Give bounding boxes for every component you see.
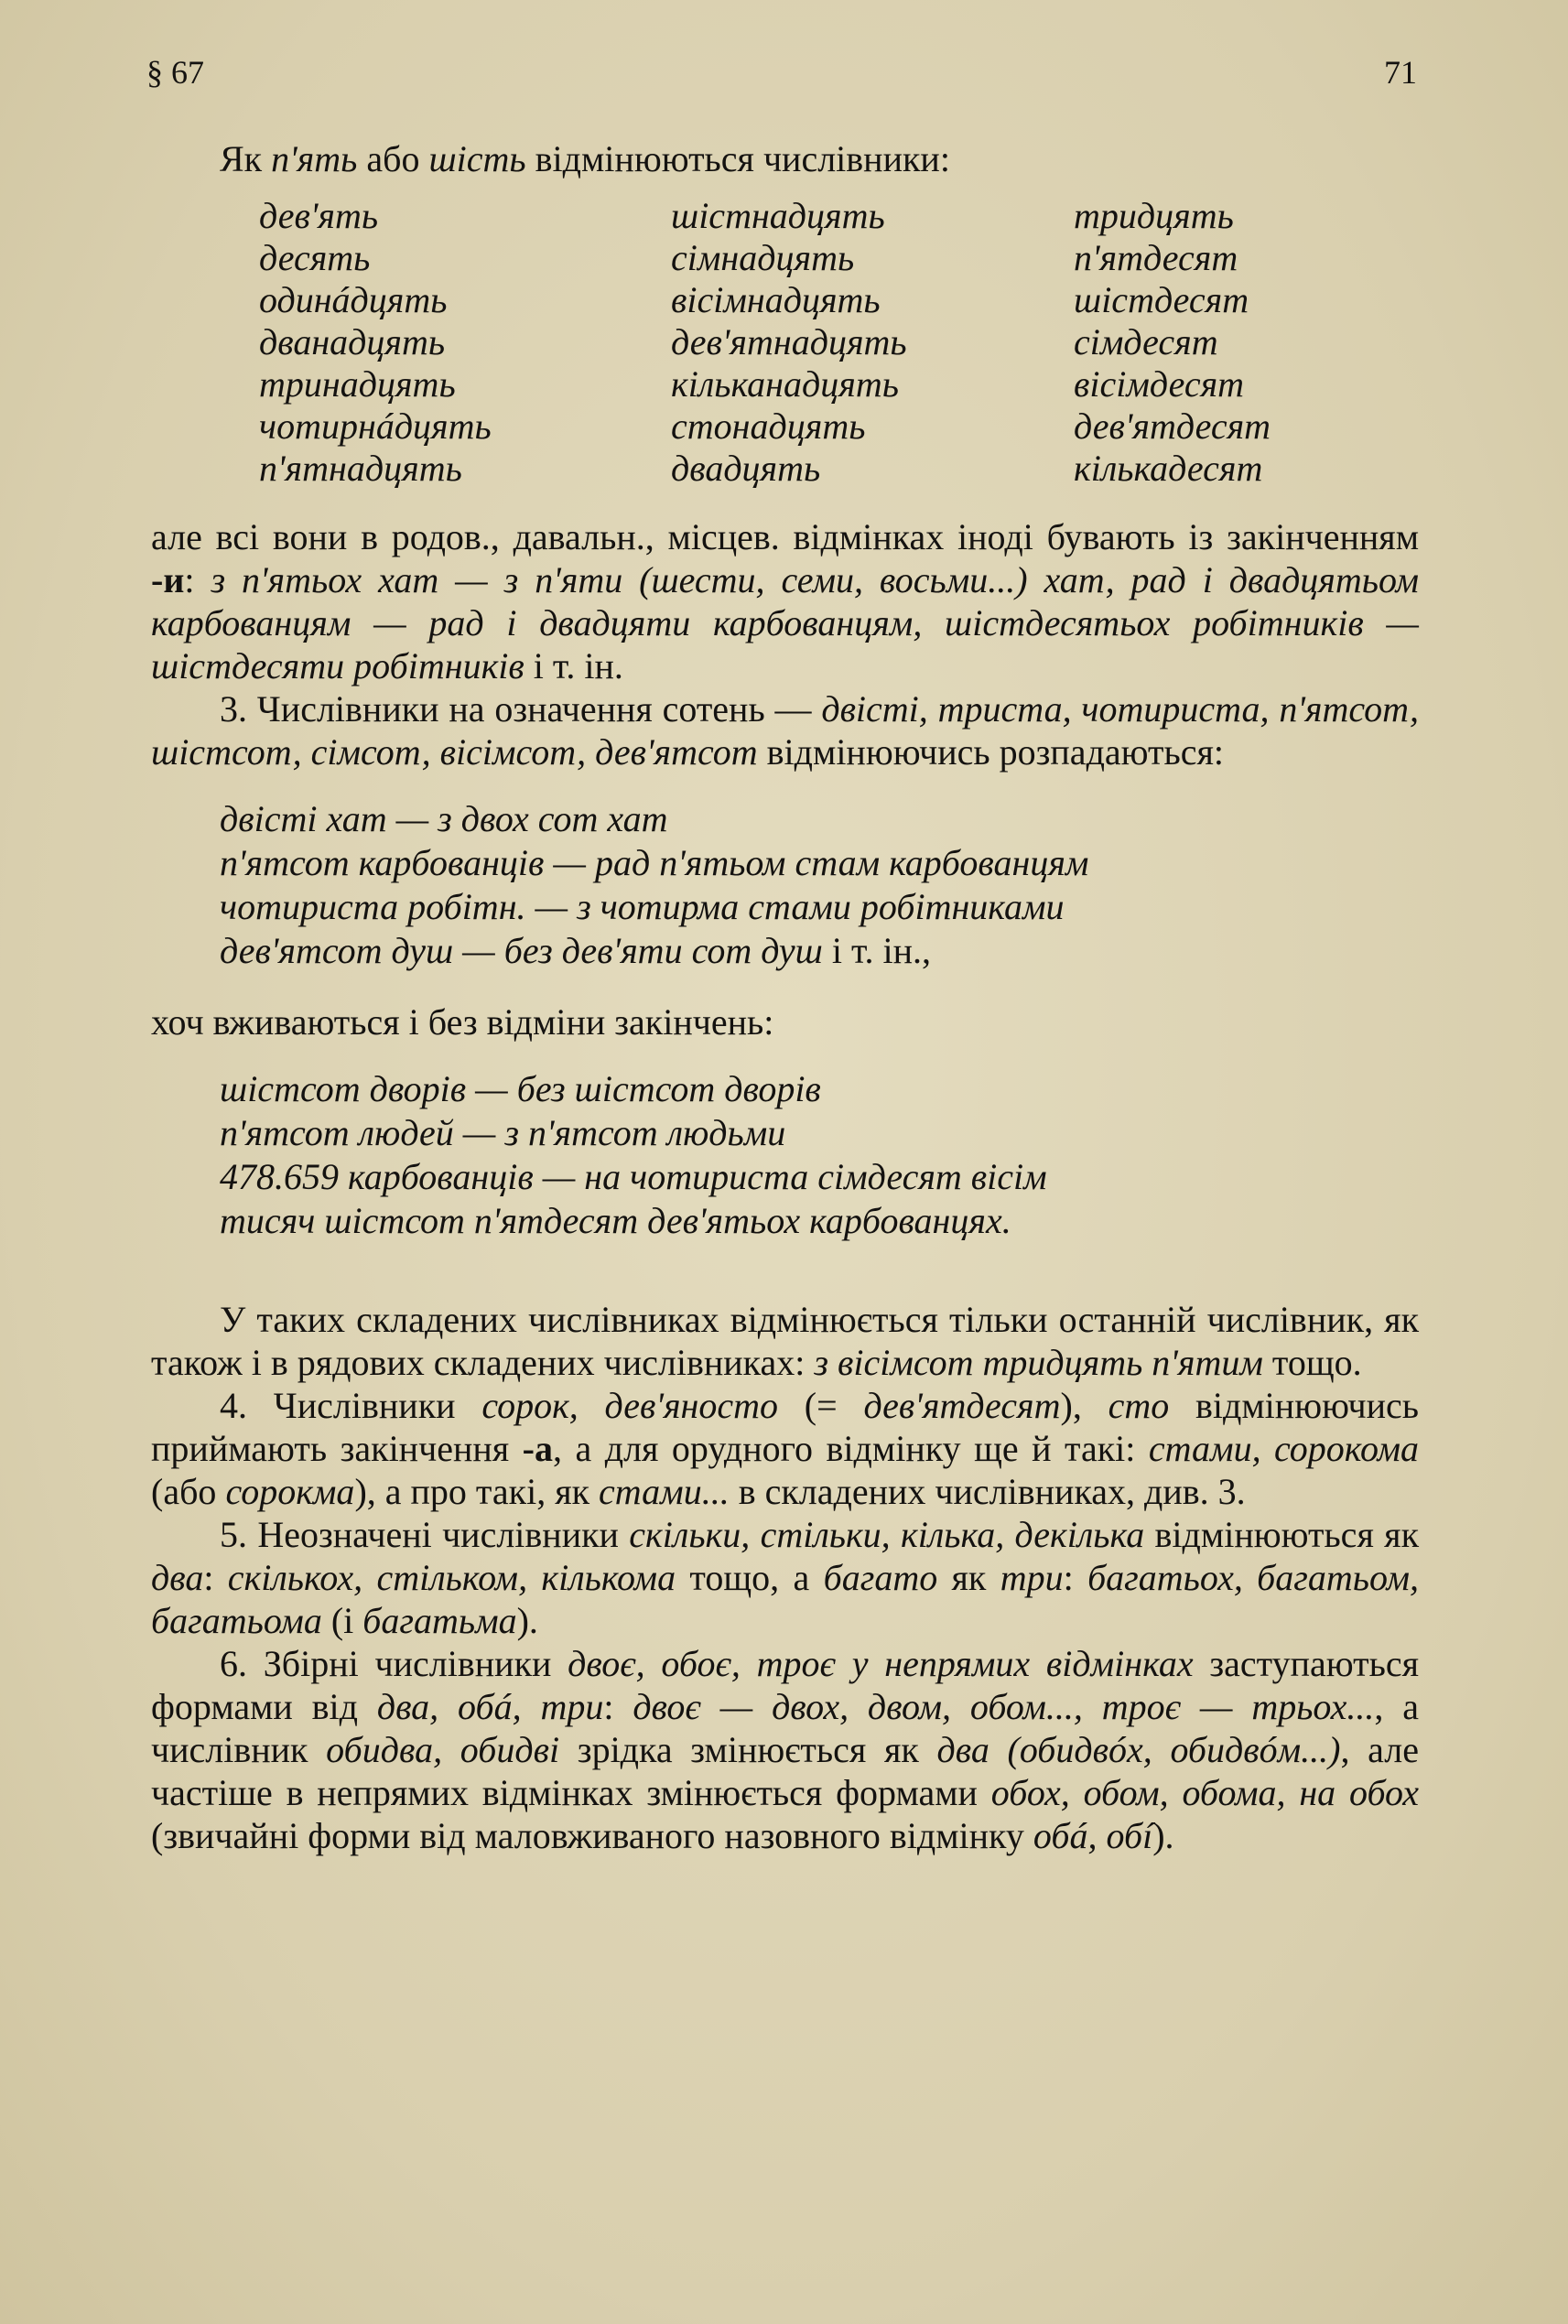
numeral: одинáдцять [259, 279, 448, 320]
examples-declension [220, 797, 1419, 973]
italic-text: дев'ятдесят [863, 1385, 1061, 1426]
example-text: п'ятсот карбованців — рад п'ятьом стам карбованцям [220, 842, 1089, 883]
paragraph-collective [151, 1642, 1419, 1857]
text: ). [1152, 1815, 1174, 1856]
numeral: вісімнадцять [671, 279, 881, 320]
numeral: п'ятдесят [1074, 237, 1238, 278]
paragraph-compound [151, 1298, 1419, 1384]
example-text: дев'ятсот душ — без дев'яти сот душ [220, 930, 823, 971]
bold-text: -а [522, 1428, 553, 1469]
example-line: шістсот дворів — без шістсот дворів [220, 1068, 821, 1109]
numeral: десять [259, 237, 371, 278]
italic-text: з п'ятьох хат — з п'яти (шести, семи, восьми...) хат, рад і двадцятьом карбованцям — рад і двадцяти карбованцям, шістдесятьох робітників — шістдесяти робітників [151, 559, 1419, 686]
italic-text: обох, обом, обома, на обох [990, 1772, 1419, 1813]
italic-text: обá, обí [1033, 1815, 1153, 1856]
examples-no-declension [220, 1067, 1419, 1243]
example-line: 478.659 карбованців — на чотириста сімдесят вісім [220, 1156, 1047, 1197]
spacer [151, 1270, 1419, 1298]
numeral: кількадесят [1074, 448, 1263, 489]
page-number: 71 [1384, 54, 1417, 91]
text: : [1063, 1557, 1088, 1598]
text: і т. ін. [524, 645, 623, 686]
numerals-table [259, 195, 1419, 490]
paragraph-case-endings [151, 515, 1419, 687]
paragraph-hundreds [151, 687, 1419, 773]
italic-text: два [151, 1557, 204, 1598]
example-text: двісті хат — з двох сот хат [220, 798, 668, 839]
text: відмінюються числівники: [525, 138, 950, 179]
text: ), а про такі, як [354, 1471, 600, 1512]
example-line: п'ятсот людей — з п'ятсот людьми [220, 1112, 786, 1153]
numeral: тринадцять [259, 363, 456, 405]
numeral: стонадцять [671, 405, 866, 447]
italic-text: двісті, триста, чотириста, п'ятсот, шістсот, сімсот, вісімсот, дев'ятсот [151, 688, 1419, 773]
italic-text: сорок, дев'яносто [481, 1385, 779, 1426]
text: У таких складених числівниках відмінюється тільки останній числівник, як також і в рядових складених числівниках: [151, 1299, 1419, 1383]
paragraph-no-declension [151, 1000, 1419, 1043]
text: відмінюючись розпадаються: [757, 731, 1225, 773]
numeral: двадцять [671, 448, 821, 489]
section-number: § 67 [146, 54, 204, 91]
text: (звичайні форми від маловживаного назовного відмінку [151, 1815, 1033, 1856]
text: тощо, а [676, 1557, 824, 1598]
text: 3. Числівники на означення сотень — [220, 688, 822, 730]
intro-paragraph [151, 137, 1419, 180]
italic-text: скільки, стільки, кілька, декілька [629, 1514, 1145, 1555]
text: зрідка змінюється як [559, 1729, 937, 1770]
paragraph-indefinite [151, 1513, 1419, 1642]
numeral: тридцять [1074, 195, 1234, 236]
numeral: дев'ятнадцять [671, 321, 907, 362]
italic-text: скількох, стільком, кількома [227, 1557, 676, 1598]
numeral: дванадцять [259, 321, 446, 362]
italic-text: двоє, обоє, троє у непрямих відмінках [568, 1643, 1194, 1684]
text: відмінюючись приймають закінчення [151, 1385, 1419, 1469]
italic-text: п'ять [271, 138, 358, 179]
numeral: шістнадцять [671, 195, 885, 236]
text: 4. Числівники [220, 1385, 482, 1426]
example-line: тисяч шістсот п'ятдесят дев'ятьох карбованцях. [220, 1200, 1011, 1241]
text: , а числівник [151, 1686, 1419, 1770]
example-line [220, 797, 1419, 841]
italic-text: два, обá, три [376, 1686, 604, 1727]
text: (= [778, 1385, 864, 1426]
text: або [357, 138, 429, 179]
text: хоч вживаються і без відміни закінчень: [151, 1001, 774, 1043]
italic-text: обидва, обидві [326, 1729, 560, 1770]
example-line [220, 929, 1419, 973]
paragraph-sorok [151, 1384, 1419, 1513]
numeral: сімнадцять [671, 237, 855, 278]
text: Як [220, 138, 272, 179]
text: в складених числівниках, див. 3. [729, 1471, 1246, 1512]
numeral: вісімдесят [1074, 363, 1245, 405]
text: але всі вони в родов., давальн., місцев. відмінках іноді бувають із закінченням [151, 516, 1419, 557]
text: як [937, 1557, 1000, 1598]
numeral: п'ятнадцять [259, 448, 462, 489]
italic-text: стами, сорокома [1148, 1428, 1420, 1469]
page-body [151, 137, 1419, 1857]
text: 6. Збірні числівники [220, 1643, 568, 1684]
italic-text: багатьох, багатьом, багатьома [151, 1557, 1419, 1641]
example-line [220, 885, 1419, 929]
italic-text: два (обидвóх, обидвóм...) [936, 1729, 1341, 1770]
numeral: сімдесят [1074, 321, 1218, 362]
text: заступаються формами від [151, 1643, 1419, 1727]
italic-text: шість [428, 138, 526, 179]
text: , а для орудного відмінку ще й такі: [553, 1428, 1149, 1469]
italic-text: двоє — двох, двом, обом..., троє — трьох... [633, 1686, 1375, 1727]
italic-text: три [1000, 1557, 1064, 1598]
bold-text: -и [151, 559, 185, 600]
text: ), [1060, 1385, 1108, 1426]
example-text: чотириста робітн. — з чотирма стами робітниками [220, 886, 1065, 927]
italic-text: багато [823, 1557, 938, 1598]
italic-text: багатьма [362, 1600, 517, 1641]
text: 5. Неозначені числівники [220, 1514, 630, 1555]
text: : [203, 1557, 228, 1598]
text: (і [321, 1600, 363, 1641]
example-tail: і т. ін., [822, 930, 931, 971]
text: , але частіше в непрямих відмінках змінюється формами [151, 1729, 1420, 1813]
italic-text: з вісімсот тридцять п'ятим [814, 1342, 1263, 1383]
text: тощо. [1262, 1342, 1362, 1383]
text: відмінюються як [1144, 1514, 1420, 1555]
italic-text: сорокма [225, 1471, 355, 1512]
numeral: дев'ять [259, 195, 379, 236]
text: : [603, 1686, 633, 1727]
numeral: шістдесят [1074, 279, 1249, 320]
numeral: дев'ятдесят [1074, 405, 1271, 447]
numeral: кільканадцять [671, 363, 899, 405]
text: (або [151, 1471, 226, 1512]
italic-text: стами... [599, 1471, 730, 1512]
text: ). [516, 1600, 538, 1641]
numeral: чотирнáдцять [259, 405, 492, 447]
example-line [220, 841, 1419, 885]
text: : [184, 559, 211, 600]
italic-text: сто [1108, 1385, 1170, 1426]
